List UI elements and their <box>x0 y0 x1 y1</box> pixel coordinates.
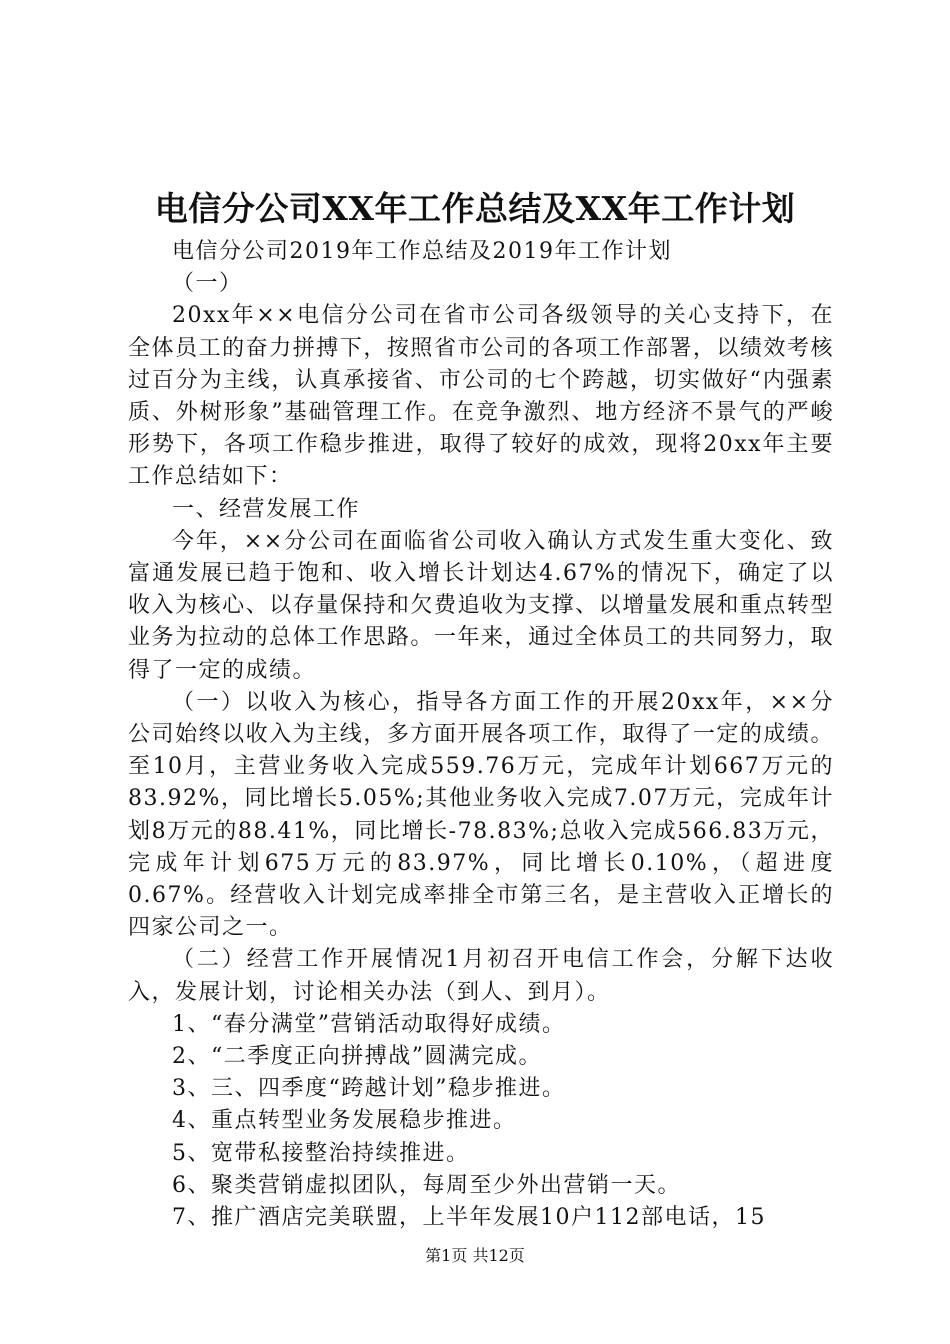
list-item: 2、“二季度正向拼搏战”圆满完成。 <box>172 1044 542 1070</box>
list-item: 1、“春分满堂”营销活动取得好成绩。 <box>172 1011 566 1037</box>
revenue-paragraph: （一）以收入为核心，指导各方面工作的开展20xx年，××分公司始终以收入为主线，多方面开展各项工作，取得了一定的成绩。至10月，主营业务收入完成559.76万元，完成年计划667万元的83.92%，同比增长5.05%;其他业务收入完成7.07万元，完成年计划8万元的88.41%，同比增长-78.83%;总收入完成566.83万元，完成年计划675万元的83.97%，同比增长0.10%，（超进度0.67%。经营收入计划完成率排全市第三名，是主营收入正增长的四家公司之一。 <box>128 689 834 941</box>
section-marker-paragraph: （一） <box>172 271 243 297</box>
document-body <box>128 236 834 1234</box>
list-item: 7、推广酒店完美联盟，上半年发展10户112部电话，15 <box>172 1205 766 1231</box>
page-footer: 第1页 共12页 <box>425 1246 525 1265</box>
list-item: 5、宽带私接整治持续推进。 <box>172 1140 470 1166</box>
list-item: 4、重点转型业务发展稳步推进。 <box>172 1108 517 1134</box>
document-title: 电信分公司XX年工作总结及XX年工作计划 <box>154 189 796 228</box>
section-heading-business: 一、经营发展工作 <box>172 496 361 522</box>
business-overview-paragraph: 今年，××分公司在面临省公司收入确认方式发生重大变化、致富通发展已趋于饱和、收入增长计划达4.67%的情况下，确定了以收入为核心、以存量保持和欠费追收为支撑、以增量发展和重点转型业务为拉动的总体工作思路。一年来，通过全体员工的共同努力，取得了一定的成绩。 <box>128 528 835 683</box>
intro-paragraph: 20xx年××电信分公司在省市公司各级领导的关心支持下，在全体员工的奋力拼搏下，按照省市公司的各项工作部署，以绩效考核过百分为主线，认真承接省、市公司的七个跨越，切实做好“内强素质、外树形象”基础管理工作。在竞争激烈、地方经济不景气的严峻形势下，各项工作稳步推进，取得了较好的成效，现将20xx年主要工作总结如下： <box>128 303 834 490</box>
subtitle-paragraph: 电信分公司2019年工作总结及2019年工作计划 <box>172 239 672 264</box>
list-item: 3、三、四季度“跨越计划”稳步推进。 <box>172 1076 566 1102</box>
list-item: 6、聚类营销虚拟团队，每周至少外出营销一天。 <box>172 1172 681 1198</box>
operations-paragraph: （二）经营工作开展情况1月初召开电信工作会，分解下达收入，发展计划，讨论相关办法（到人、到月）。 <box>128 947 834 1005</box>
